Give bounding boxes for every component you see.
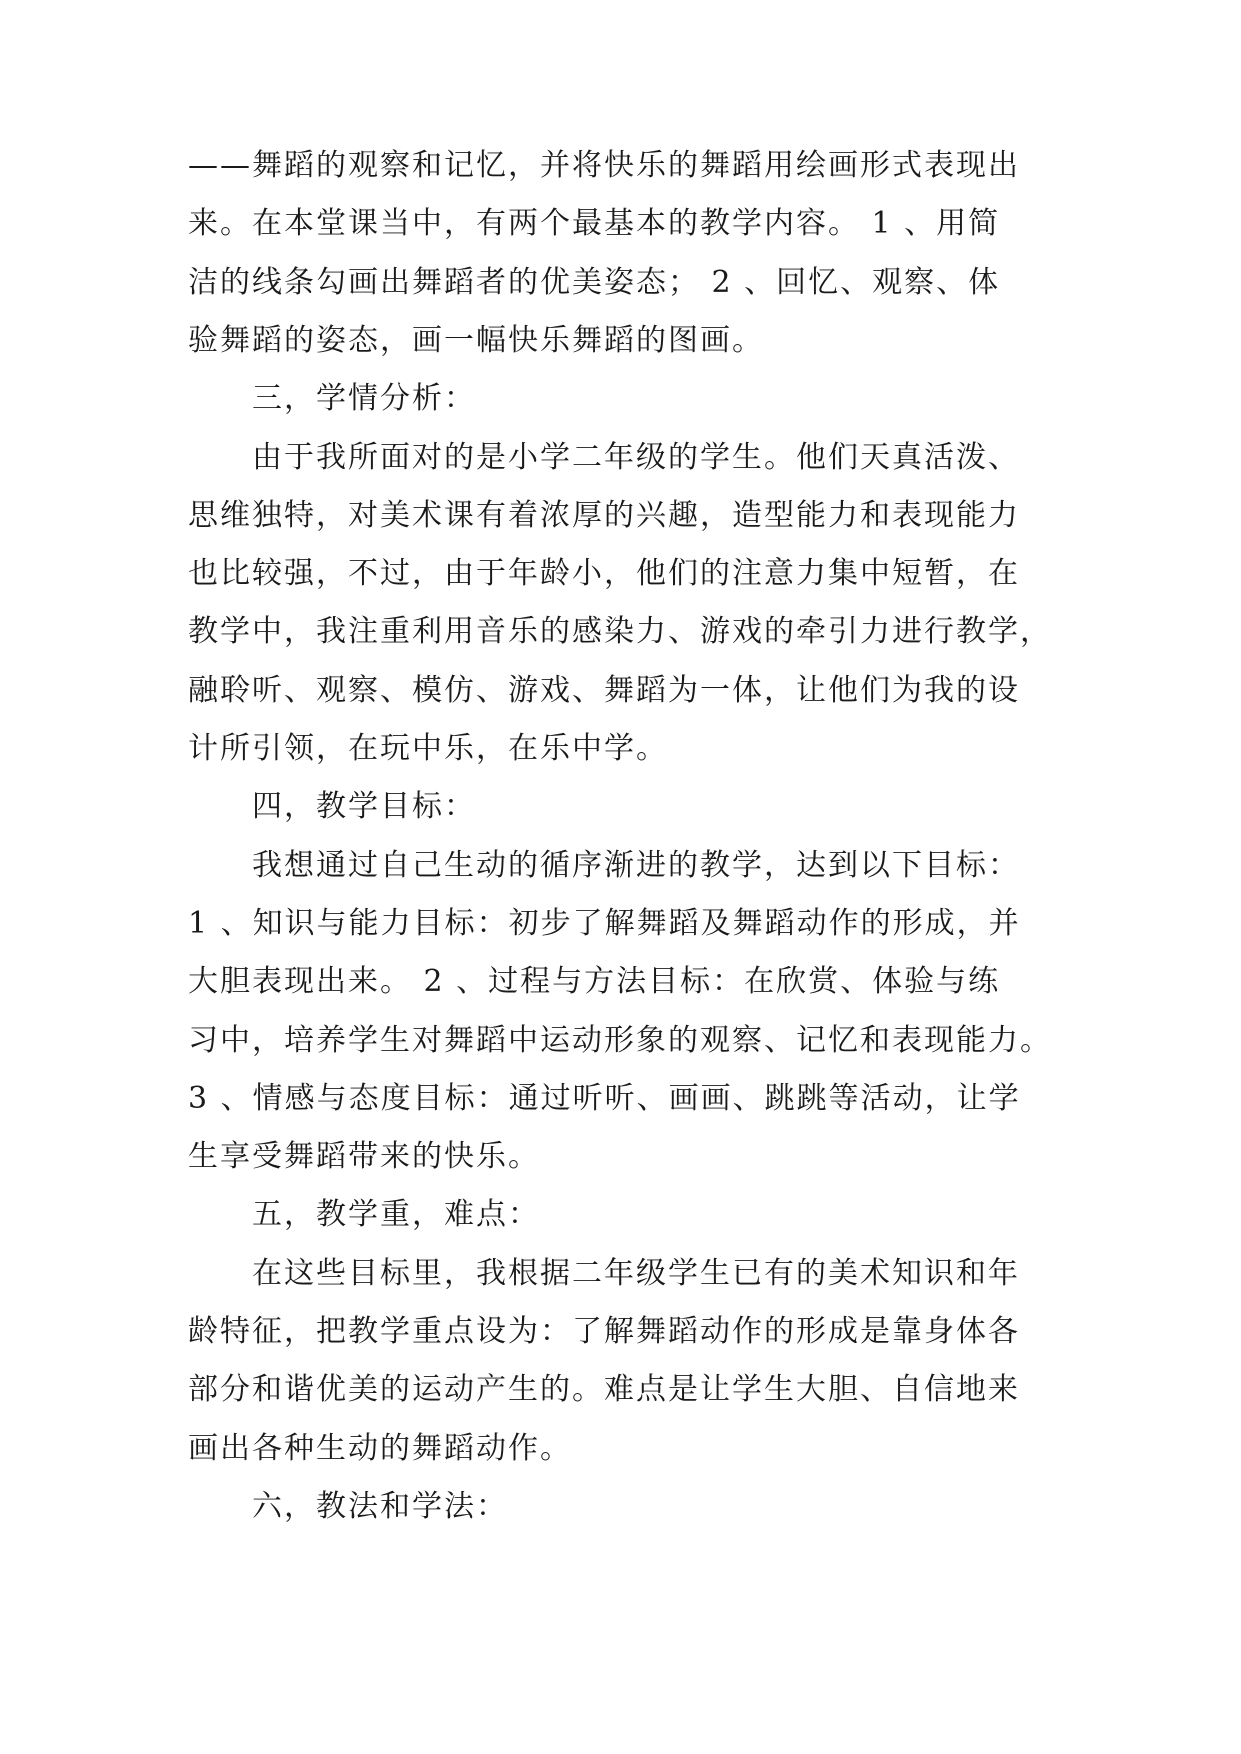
paragraph-line: 融聆听、观察、模仿、游戏、舞蹈为一体，让他们为我的设 xyxy=(188,673,1020,708)
paragraph-line: 我想通过自己生动的循序渐进的教学，达到以下目标： xyxy=(252,848,1020,883)
paragraph-line: 思维独特，对美术课有着浓厚的兴趣，造型能力和表现能力 xyxy=(188,498,1020,533)
paragraph-line: 也比较强，不过，由于年龄小，他们的注意力集中短暂，在 xyxy=(188,556,1020,591)
paragraph-line: 大胆表现出来。 2 、过程与方法目标：在欣赏、体验与练 xyxy=(188,964,1001,999)
paragraph-line: 1 、知识与能力目标：初步了解舞蹈及舞蹈动作的形成，并 xyxy=(188,906,1021,941)
section-heading: 五，教学重，难点： xyxy=(252,1197,540,1232)
paragraph-line: 习中，培养学生对舞蹈中运动形象的观察、记忆和表现能力。 xyxy=(188,1023,1052,1058)
paragraph-line: 龄特征，把教学重点设为：了解舞蹈动作的形成是靠身体各 xyxy=(188,1314,1020,1349)
paragraph-line: 计所引领，在玩中乐，在乐中学。 xyxy=(188,731,668,766)
paragraph-line: 3 、情感与态度目标：通过听听、画画、跳跳等活动，让学 xyxy=(188,1081,1021,1116)
section-heading: 三，学情分析： xyxy=(252,381,476,416)
paragraph-line: 由于我所面对的是小学二年级的学生。他们天真活泼、 xyxy=(252,440,1020,475)
section-heading: 四，教学目标： xyxy=(252,789,476,824)
section-heading: 六，教法和学法： xyxy=(252,1489,508,1524)
paragraph-line: 验舞蹈的姿态，画一幅快乐舞蹈的图画。 xyxy=(188,323,764,358)
paragraph-line: 部分和谐优美的运动产生的。难点是让学生大胆、自信地来 xyxy=(188,1372,1020,1407)
paragraph-line: 来。在本堂课当中，有两个最基本的教学内容。 1 、用简 xyxy=(188,206,1001,241)
paragraph-line: 生享受舞蹈带来的快乐。 xyxy=(188,1139,540,1174)
paragraph-line: ——舞蹈的观察和记忆，并将快乐的舞蹈用绘画形式表现出 xyxy=(188,148,1020,183)
paragraph-line: 洁的线条勾画出舞蹈者的优美姿态； 2 、回忆、观察、体 xyxy=(188,265,1001,300)
paragraph-line: 在这些目标里，我根据二年级学生已有的美术知识和年 xyxy=(252,1256,1020,1291)
paragraph-line: 教学中，我注重利用音乐的感染力、游戏的牵引力进行教学， xyxy=(188,614,1052,649)
paragraph-line: 画出各种生动的舞蹈动作。 xyxy=(188,1431,572,1466)
